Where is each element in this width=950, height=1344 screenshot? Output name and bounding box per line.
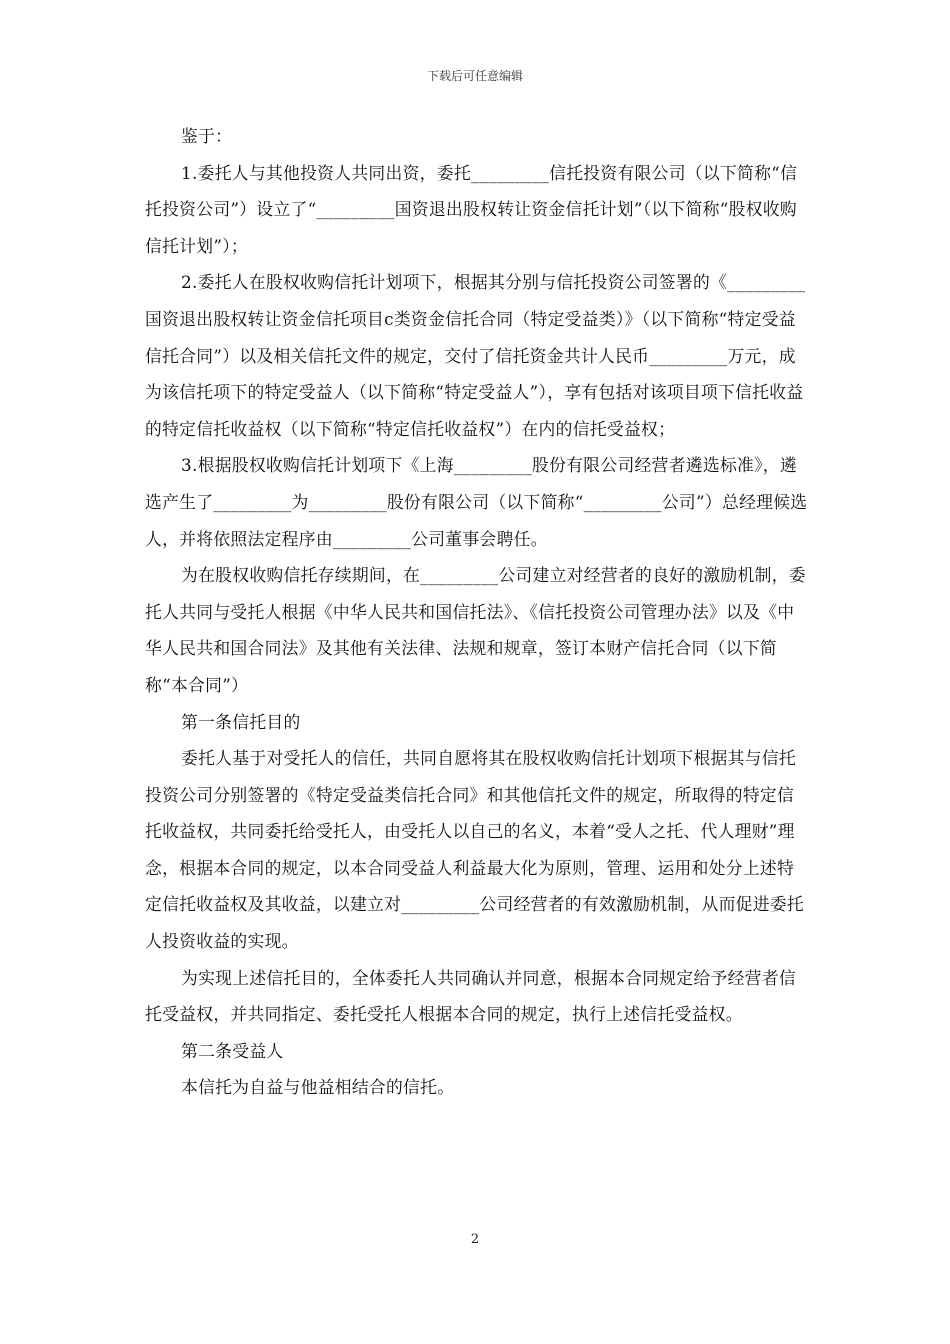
paragraph-article-2-body: 本信托为自益与他益相结合的信托。	[181, 1077, 455, 1098]
paragraph-clause-3: 3.根据股权收购信托计划项下《上海_________股份有限公司经营者遴选标准》，遴选产生了_________为_________股份有限公司（以下简称“_________公司”）总经理候选人，并将依照法定程序由_________公司董事会聘任。	[145, 455, 808, 549]
section-heading-article-1: 第一条信托目的	[181, 711, 301, 732]
paragraph-purpose-statement: 为在股权收购信托存续期间，在_________公司建立对经营者的良好的激励机制，委托人共同与受托人根据《中华人民共和国信托法》、《信托投资公司管理办法》以及《中华人民共和国合同法》及其他有关法律、法规和规章，签订本财产信托合同（以下简称“本合同”）	[145, 565, 806, 695]
document-body	[145, 118, 810, 1106]
paragraph-article-1-body: 委托人基于对受托人的信任，共同自愿将其在股权收购信托计划项下根据其与信托投资公司分别签署的《特定受益类信托合同》和其他信托文件的规定，所取得的特定信托收益权，共同委托给受托人，由受托人以自己的名义，本着“受人之托、代人理财”理念，根据本合同的规定，以本合同受益人利益最大化为原则，管理、运用和处分上述特定信托收益权及其收益，以建立对_________公司经营者的有效激励机制，从而促进委托人投资收益的实现。	[145, 748, 804, 952]
paragraph-intro: 鉴于：	[181, 126, 233, 146]
page-number: 2	[470, 1232, 480, 1247]
section-heading-article-2: 第二条受益人	[181, 1040, 284, 1061]
paragraph-clause-1: 1.委托人与其他投资人共同出资，委托_________信托投资有限公司（以下简称“信托投资公司”）设立了“_________国资退出股权转让资金信托计划”（以下简称“股权收购信托计划”）；	[145, 162, 798, 256]
paragraph-article-1-confirm: 为实现上述信托目的，全体委托人共同确认并同意，根据本合同规定给予经营者信托受益权，并共同指定、委托受托人根据本合同的规定，执行上述信托受益权。	[145, 967, 796, 1025]
page-header: 下载后可任意编辑	[426, 69, 523, 83]
paragraph-clause-2: 2.委托人在股权收购信托计划项下，根据其分别与信托投资公司签署的《_________国资退出股权转让资金信托项目c类资金信托合同（特定受益类）》（以下简称“特定受益信托合同”）以及相关信托文件的规定，交付了信托资金共计人民币_________万元，成为该信托项下的特定受益人（以下简称“特定受益人”），享有包括对该项目项下信托收益的特定信托收益权（以下简称“特定信托收益权”）在内的信托受益权；	[145, 272, 806, 439]
